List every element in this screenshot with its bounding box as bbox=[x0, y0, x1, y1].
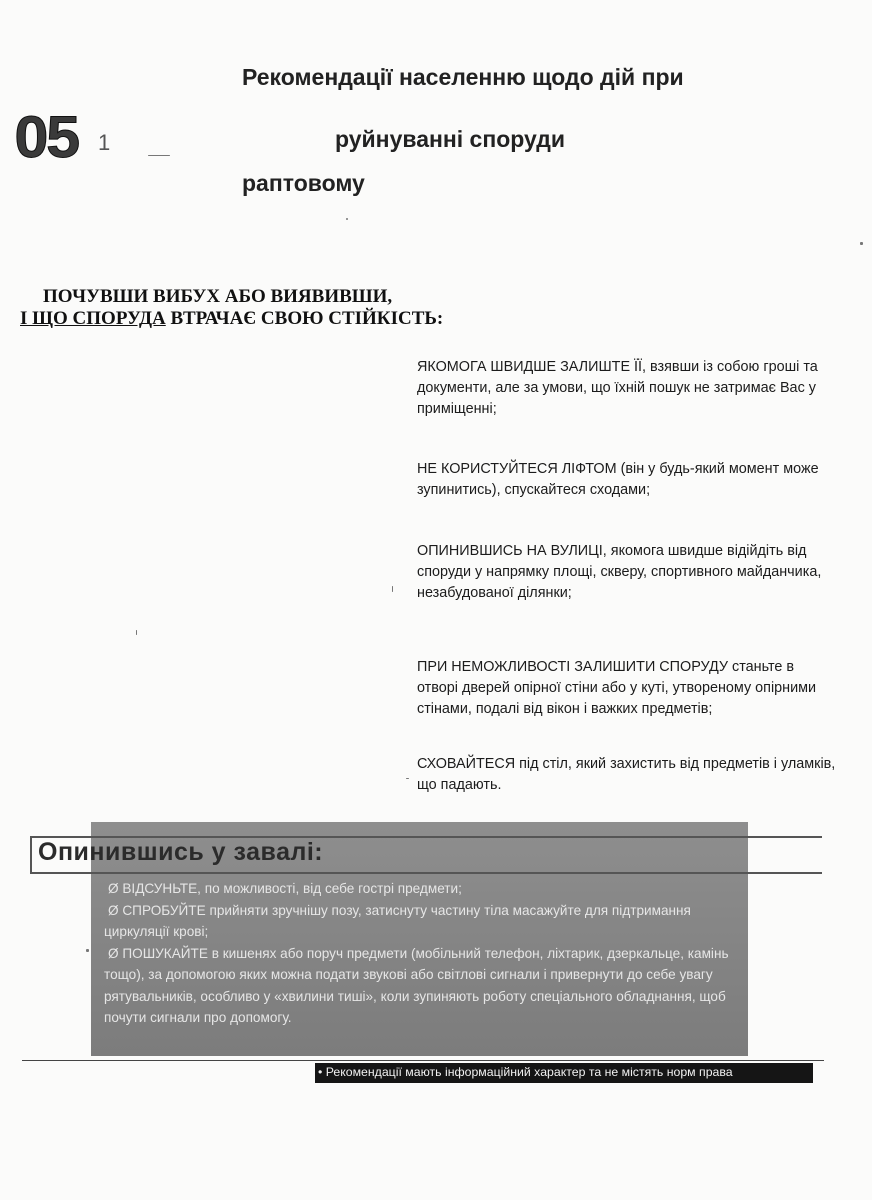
recommendation-lead: ЯКОМОГА ШВИДШЕ ЗАЛИШТЕ ЇЇ, bbox=[417, 359, 647, 375]
section-heading-line-1: ПОЧУВШИ ВИБУХ АБО ВИЯВИВШИ, bbox=[43, 286, 393, 307]
list-item bbox=[104, 900, 734, 943]
recommendation-item bbox=[417, 541, 837, 604]
trapped-list bbox=[104, 878, 734, 1029]
section-heading-rest: ВТРАЧАЄ СВОЮ СТІЙКІСТЬ: bbox=[165, 308, 444, 329]
section-number-badge: 05 bbox=[14, 105, 79, 170]
page-title-line-2: руйнуванні споруди bbox=[335, 126, 565, 152]
list-item bbox=[104, 878, 734, 900]
page-title-line-3: раптовому bbox=[242, 170, 365, 196]
list-item-text: по можливості, від себе гострі предмети; bbox=[200, 881, 462, 896]
list-item-lead: ПОШУКАЙТЕ bbox=[122, 945, 208, 961]
scan-speck bbox=[148, 155, 170, 156]
scan-speck bbox=[346, 218, 348, 220]
list-item bbox=[104, 943, 734, 1029]
recommendation-item bbox=[417, 754, 837, 796]
recommendation-item bbox=[417, 657, 837, 720]
recommendation-lead: СХОВАЙТЕСЯ bbox=[417, 756, 516, 772]
section-heading-underlined: І ЩО СПОРУДА bbox=[20, 308, 166, 329]
trapped-panel-title: Опинившись у завалі: bbox=[38, 838, 324, 866]
recommendation-text: (він у будь-який момент може зупинитись), спускайтеся сходами; bbox=[417, 461, 819, 498]
page-title-line-1: Рекомендації населенню щодо дій при bbox=[242, 64, 684, 90]
recommendation-item bbox=[417, 459, 837, 501]
recommendation-text: взявши із собою гроші та документи, але за умови, що їхній пошук не затримає Вас у приміщенні; bbox=[417, 359, 818, 417]
list-item-text: прийняти зручнішу позу, затиснуту частину тіла масажуйте для підтримання циркуляції крові; bbox=[104, 902, 691, 939]
recommendation-lead: НЕ КОРИСТУЙТЕСЯ ЛІФТОМ bbox=[417, 461, 617, 477]
scan-speck bbox=[860, 242, 863, 245]
scan-speck bbox=[392, 586, 393, 592]
list-item-text: в кишенях або поруч предмети (мобільний телефон, ліхтарик, дзеркальце, камінь тощо), за допомогою яких можна подати звукові або світлові сигнали і привернути до себе увагу рятувальників, особливо у «хвилини тиші», коли зупиняють роботу спеціального обладнання, щоб почути сигнали про допомогу. bbox=[104, 945, 729, 1025]
recommendation-text: станьте в отворі дверей опірної стіни або у куті, утвореному опірними стінами, подалі від вікон і важких предметів; bbox=[417, 659, 817, 717]
divider bbox=[30, 872, 822, 874]
section-number-suffix: 1 bbox=[98, 130, 111, 155]
list-item-lead: СПРОБУЙТЕ bbox=[122, 902, 206, 918]
divider bbox=[30, 836, 32, 873]
recommendation-text: якомога швидше відійдіть від споруди у напрямку площі, скверу, спортивного майданчика, незабудованої ділянки; bbox=[417, 543, 822, 601]
scan-speck bbox=[136, 630, 137, 635]
divider bbox=[22, 1060, 824, 1061]
bullet-icon: Ø bbox=[108, 881, 119, 896]
footer-note: • Рекомендації мають інформаційний характер та не містять норм права bbox=[318, 1065, 733, 1079]
recommendation-lead: ОПИНИВШИСЬ НА ВУЛИЦІ, bbox=[417, 543, 607, 559]
recommendation-item bbox=[417, 357, 837, 420]
list-item-lead: ВІДСУНЬТЕ, bbox=[122, 881, 201, 896]
bullet-icon: Ø bbox=[108, 945, 119, 961]
section-heading-line-2 bbox=[20, 306, 443, 331]
recommendation-lead: ПРИ НЕМОЖЛИВОСТІ ЗАЛИШИТИ СПОРУДУ bbox=[417, 659, 729, 675]
scan-speck bbox=[406, 778, 409, 779]
bullet-icon: Ø bbox=[108, 902, 119, 918]
recommendation-text: під стіл, який захистить від предметів і уламків, що падають. bbox=[417, 756, 836, 793]
scan-speck bbox=[86, 949, 89, 952]
